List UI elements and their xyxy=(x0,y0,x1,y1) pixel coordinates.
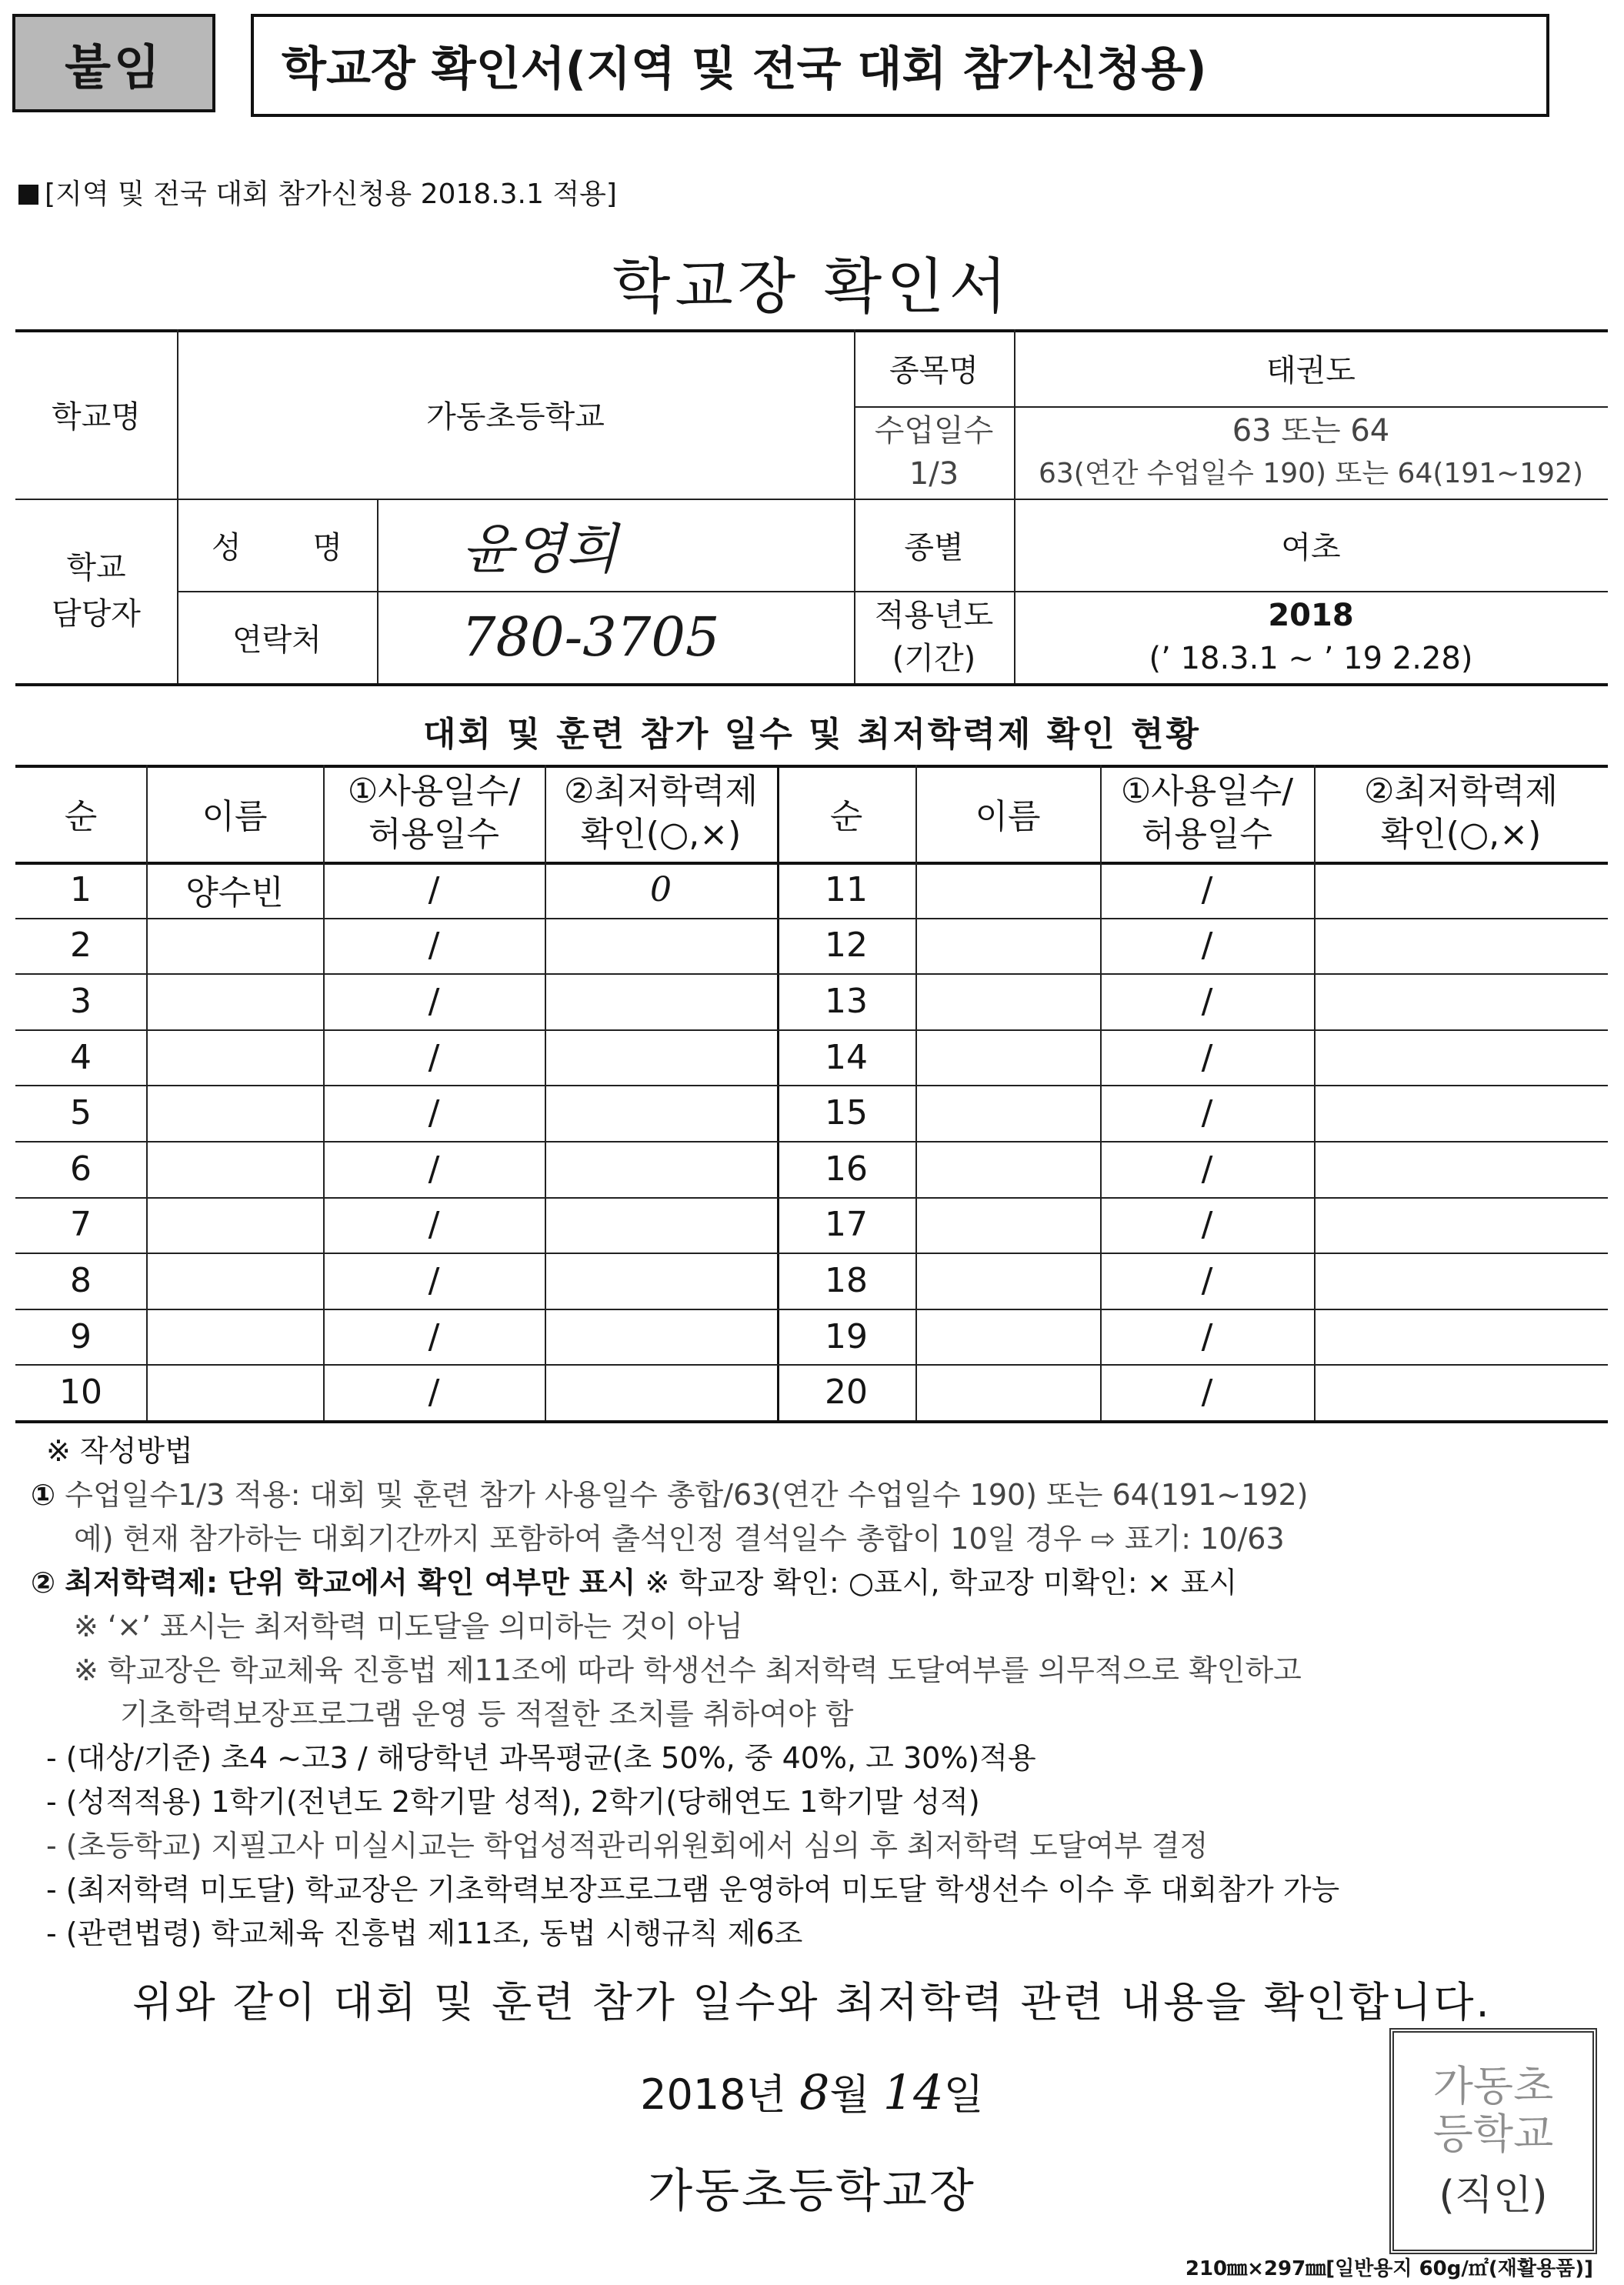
cell-name-right xyxy=(915,1197,1100,1253)
date-day-unit: 일 xyxy=(943,2070,984,2119)
cell-days-left: / xyxy=(428,1316,440,1356)
instruction-2 xyxy=(31,1561,1600,1605)
cell-no-right: 16 xyxy=(825,1149,868,1189)
staff-name-label: 성 명 xyxy=(212,529,373,565)
cell-name-left xyxy=(146,973,323,1029)
cell-no-left: 3 xyxy=(70,981,92,1021)
paper-spec: 210㎜×297㎜[일반용지 60g/㎡(재활용품)] xyxy=(1185,2257,1593,2280)
cell-days-left: / xyxy=(428,1037,440,1077)
detail-target: - (대상/기준) 초4 ~고3 / 해당학년 과목평균(초 50%, 중 40%, 고 30%)적용 xyxy=(46,1741,1036,1775)
seal-mark: (직인) xyxy=(1439,2172,1548,2219)
cell-days-left: / xyxy=(428,1093,440,1133)
cell-check-left xyxy=(545,918,777,974)
applicability-notice xyxy=(18,172,617,212)
cell-days-right: / xyxy=(1201,1093,1213,1133)
instruction-2-text: ※ 학교장 확인: ○표시, 학교장 미확인: × 표시 xyxy=(635,1566,1238,1600)
cell-check-right xyxy=(1314,1029,1608,1086)
instruction-1-text: 수업일수1/3 적용: 대회 및 훈련 참가 사용일수 총합/63(연간 수업일수 190) 또는 64(191~192) xyxy=(65,1478,1309,1512)
category-label: 종별 xyxy=(904,529,964,565)
instruction-1-example: 예) 현재 참가하는 대회기간까지 포함하여 출석인정 결석일수 총합이 10일 경우 ⇨ 표기: 10/63 xyxy=(74,1522,1285,1556)
official-seal xyxy=(1389,2028,1597,2254)
cell-no-left: 5 xyxy=(70,1093,92,1133)
detail-elementary: - (초등학교) 지필고사 미실시교는 학업성적관리위원회에서 심의 후 최저학력 도달여부 결정 xyxy=(46,1829,1209,1863)
cell-check-right xyxy=(1314,918,1608,974)
cell-no-left: 6 xyxy=(70,1149,92,1189)
date-day-handwritten: 14 xyxy=(882,2064,944,2120)
cell-days-left: / xyxy=(428,869,440,909)
cell-check-left xyxy=(545,1197,777,1253)
cell-check-left xyxy=(545,1029,777,1086)
instruction-2-sub2a: ※ 학교장은 학교체육 진흥법 제11조에 따라 학생선수 최저학력 도달여부를 의무적으로 확인하고 xyxy=(74,1653,1302,1687)
school-days-value-detail: 63(연간 수업일수 190) 또는 64(191~192) xyxy=(1038,458,1584,489)
cell-check-left xyxy=(545,1309,777,1365)
cell-check-right xyxy=(1314,1197,1608,1253)
confirmation-statement: 위와 같이 대회 및 훈련 참가 일수와 최저학력 관련 내용을 확인합니다. xyxy=(132,1978,1492,2026)
cell-no-left: 10 xyxy=(59,1373,102,1413)
cell-name-right xyxy=(915,973,1100,1029)
date-year: 2018년 xyxy=(640,2070,786,2119)
detail-below-minimum: - (최저학력 미도달) 학교장은 기초학력보장프로그램 운영하여 미도달 학생선수 이수 후 대회참가 가능 xyxy=(46,1873,1340,1906)
cell-check-right xyxy=(1314,1364,1608,1420)
cell-check-right xyxy=(1314,1085,1608,1141)
instructions-heading: ※ 작성방법 xyxy=(46,1434,193,1468)
staff-contact-label: 연락처 xyxy=(232,622,322,658)
instructions xyxy=(31,1429,1600,1956)
staff-label-line2: 담당자 xyxy=(52,596,141,632)
signature-date xyxy=(0,2062,1624,2121)
cell-days-right: / xyxy=(1201,1373,1213,1413)
sport-label: 종목명 xyxy=(889,352,979,389)
header-check-right xyxy=(1314,765,1608,862)
square-bullet-icon xyxy=(18,185,38,205)
category-value: 여초 xyxy=(1281,529,1341,565)
cell-no-right: 17 xyxy=(825,1205,868,1245)
cell-days-right: / xyxy=(1201,1037,1213,1077)
cell-days-right: / xyxy=(1201,1260,1213,1300)
cell-no-right: 19 xyxy=(825,1316,868,1356)
header-days-right-line2: 허용일수 xyxy=(1141,815,1272,854)
header-no-left: 순 xyxy=(64,797,98,836)
cell-check-right xyxy=(1314,1253,1608,1309)
principal-title: 가동초등학교장 xyxy=(648,2164,976,2218)
cell-name-left xyxy=(146,1141,323,1197)
section-title: 대회 및 훈련 참가 일수 및 최저학력제 확인 현황 xyxy=(422,715,1202,754)
notice-text: [지역 및 전국 대회 참가신청용 2018.3.1 적용] xyxy=(45,178,617,210)
attachment-tag: 붙임 xyxy=(12,14,215,112)
cell-check-left xyxy=(545,1364,777,1420)
year-value-year: 2018 xyxy=(1268,598,1354,633)
instruction-2-sub2b: 기초학력보장프로그램 운영 등 적절한 조치를 취하여야 함 xyxy=(120,1697,854,1731)
cell-check-left xyxy=(545,973,777,1029)
cell-name-right xyxy=(915,1364,1100,1420)
cell-check-right xyxy=(1314,862,1608,918)
cell-no-left: 2 xyxy=(70,926,92,966)
cell-check-left xyxy=(545,1085,777,1141)
instruction-1-number: ① xyxy=(31,1478,56,1512)
cell-days-left: / xyxy=(428,1205,440,1245)
cell-name-left xyxy=(146,1085,323,1141)
cell-days-left: / xyxy=(428,926,440,966)
cell-no-right: 11 xyxy=(825,869,868,909)
detail-related-law: - (관련법령) 학교체육 진흥법 제11조, 동법 시행규칙 제6조 xyxy=(46,1916,803,1950)
school-days-value xyxy=(1014,406,1608,499)
cell-days-right: / xyxy=(1201,1316,1213,1356)
cell-check-left xyxy=(545,1253,777,1309)
cell-name-right xyxy=(915,862,1100,918)
cell-no-right: 15 xyxy=(825,1093,868,1133)
instruction-2-number: ② xyxy=(31,1566,56,1600)
header-name-left: 이름 xyxy=(202,797,268,836)
cell-name-left xyxy=(146,918,323,974)
header-days-left-line2: 허용일수 xyxy=(368,815,499,854)
cell-name-left: 양수빈 xyxy=(185,873,284,913)
cell-check-right xyxy=(1314,1309,1608,1365)
cell-days-left: / xyxy=(428,1149,440,1189)
cell-no-right: 12 xyxy=(825,926,868,966)
instruction-1 xyxy=(31,1473,1600,1517)
cell-days-left: / xyxy=(428,1373,440,1413)
document-title: 학교장 확인서 xyxy=(612,252,1012,322)
year-value xyxy=(1014,591,1608,683)
cell-no-right: 18 xyxy=(825,1260,868,1300)
year-label-line2: (기간) xyxy=(892,641,976,676)
cell-no-left: 1 xyxy=(70,869,92,909)
header-check-left xyxy=(545,765,777,862)
year-value-period: (’ 18.3.1 ~ ’ 19 2.28) xyxy=(1149,641,1473,676)
cell-name-right xyxy=(915,1253,1100,1309)
date-month-handwritten: 8 xyxy=(799,2064,830,2120)
cell-name-left xyxy=(146,1364,323,1420)
cell-name-right xyxy=(915,1309,1100,1365)
header-days-left-line1: ①사용일수/ xyxy=(347,772,521,811)
header-check-left-line2: 확인(○,×) xyxy=(580,815,742,854)
cell-no-left: 9 xyxy=(70,1316,92,1356)
cell-days-right: / xyxy=(1201,981,1213,1021)
school-days-label-line2: 1/3 xyxy=(909,456,959,492)
school-name-value: 가동초등학교 xyxy=(426,399,605,435)
header-days-right-line1: ①사용일수/ xyxy=(1120,772,1294,811)
cell-name-left xyxy=(146,1309,323,1365)
instruction-2-bold: 최저학력제: 단위 학교에서 확인 여부만 표시 xyxy=(65,1566,636,1600)
document-header-title: 학교장 확인서(지역 및 전국 대회 참가신청용) xyxy=(251,14,1549,117)
cell-name-right xyxy=(915,1029,1100,1086)
seal-text: 가동초등학교 xyxy=(1432,2061,1554,2158)
sport-value: 태권도 xyxy=(1266,352,1356,389)
header-check-right-line1: ②최저학력제 xyxy=(1364,772,1558,811)
school-days-value-main: 63 또는 64 xyxy=(1232,413,1390,449)
cell-no-left: 8 xyxy=(70,1260,92,1300)
staff-contact-handwritten: 780-3705 xyxy=(462,605,720,669)
cell-name-right xyxy=(915,918,1100,974)
school-days-label-line1: 수업일수 xyxy=(874,413,994,449)
cell-no-right: 13 xyxy=(825,981,868,1021)
year-label xyxy=(854,591,1014,683)
header-days-left xyxy=(323,765,545,862)
detail-grade-apply: - (성적적용) 1학기(전년도 2학기말 성적), 2학기(당해연도 1학기말 성적) xyxy=(46,1785,980,1819)
instruction-2-sub1: ※ ‘×’ 표시는 최저학력 미도달을 의미하는 것이 아님 xyxy=(74,1610,743,1643)
header-days-right xyxy=(1100,765,1314,862)
cell-days-left: / xyxy=(428,1260,440,1300)
school-name-label: 학교명 xyxy=(52,399,141,435)
cell-days-left: / xyxy=(428,981,440,1021)
cell-name-left xyxy=(146,1197,323,1253)
cell-days-right: / xyxy=(1201,869,1213,909)
header-name-right: 이름 xyxy=(975,797,1041,836)
cell-check-left xyxy=(545,1141,777,1197)
cell-name-right xyxy=(915,1085,1100,1141)
cell-check-right xyxy=(1314,973,1608,1029)
cell-days-right: / xyxy=(1201,1205,1213,1245)
cell-no-left: 4 xyxy=(70,1037,92,1077)
cell-check-left: 0 xyxy=(650,869,672,909)
school-days-label xyxy=(854,406,1014,499)
staff-name-handwritten: 윤영희 xyxy=(462,517,618,581)
header-check-left-line1: ②최저학력제 xyxy=(564,772,758,811)
cell-days-right: / xyxy=(1201,1149,1213,1189)
cell-name-left xyxy=(146,1253,323,1309)
staff-label-line1: 학교 xyxy=(66,550,126,585)
cell-no-right: 20 xyxy=(825,1373,868,1413)
cell-no-left: 7 xyxy=(70,1205,92,1245)
cell-name-left xyxy=(146,1029,323,1086)
header-check-right-line2: 확인(○,×) xyxy=(1380,815,1542,854)
staff-label xyxy=(15,499,177,683)
date-month-unit: 월 xyxy=(829,2070,870,2119)
header-no-right: 순 xyxy=(829,797,863,836)
cell-name-right xyxy=(915,1141,1100,1197)
year-label-line1: 적용년도 xyxy=(874,598,994,633)
cell-days-right: / xyxy=(1201,926,1213,966)
cell-check-right xyxy=(1314,1141,1608,1197)
cell-no-right: 14 xyxy=(825,1037,868,1077)
